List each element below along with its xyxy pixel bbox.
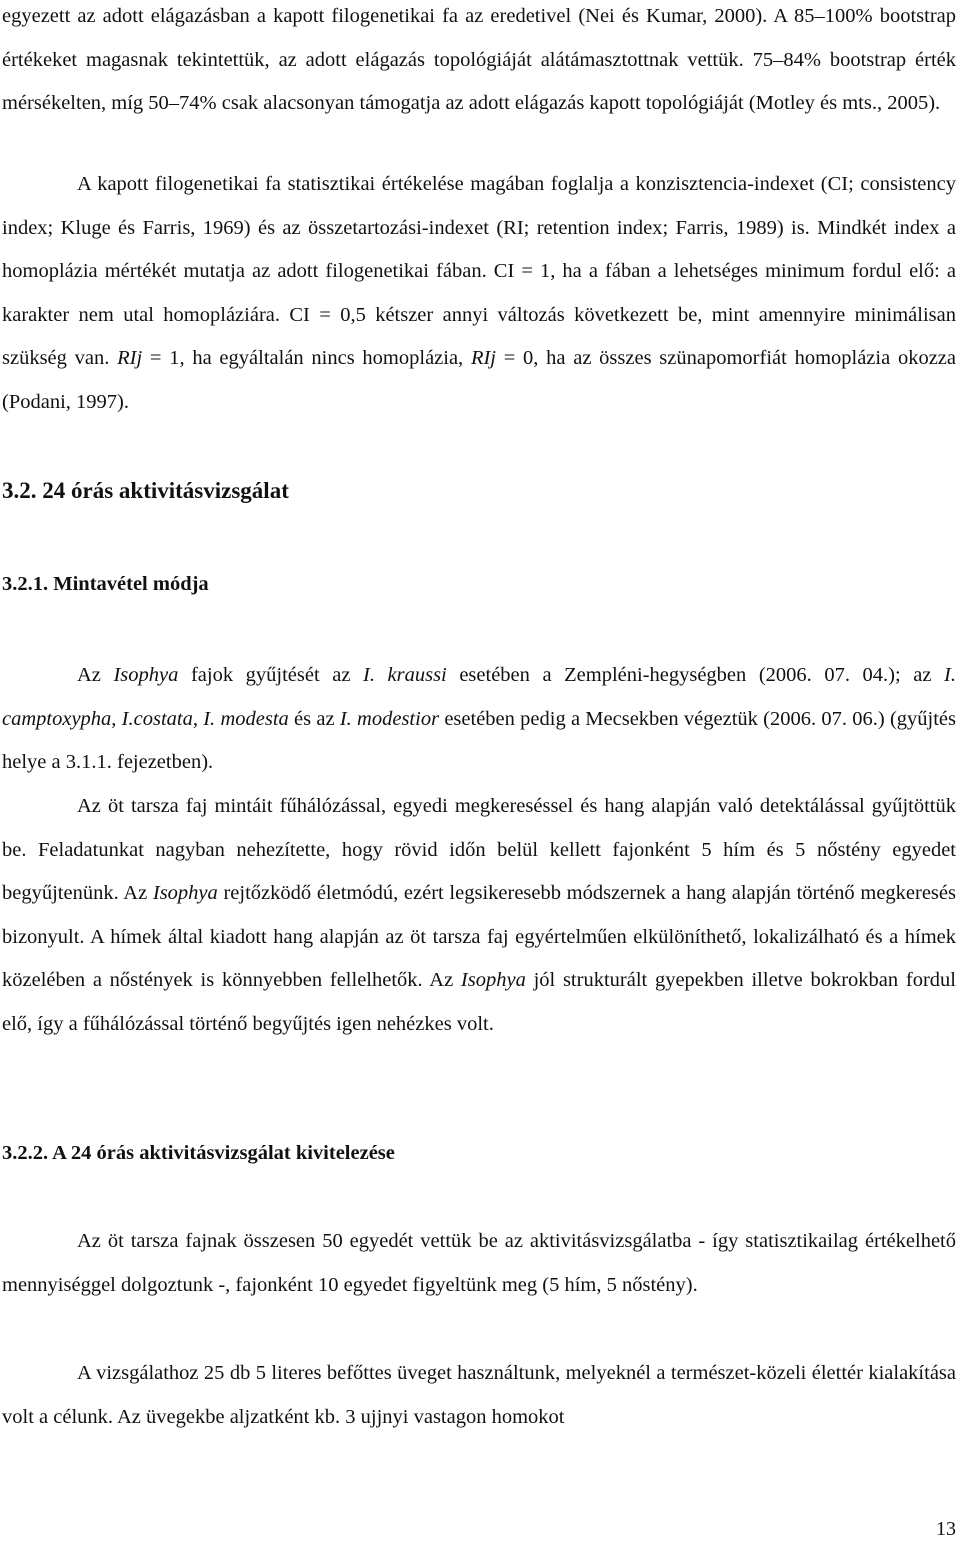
text-run: fajok gyűjtését az [178,664,363,686]
paragraph-bootstrap [2,0,956,126]
text-run: és az [288,707,340,730]
paragraph-methods [2,785,956,1047]
paragraph-consistency-index [2,163,956,425]
text-run: egyezett az adott elágazásban a kapott filogenetikai fa az eredetivel (Nei és Kumar, 2000). A 85–100% bootstrap értékeket magasnak tekintettük, az adott elágazás topológiáját alátámasztottnak vettük. 75–84% bootstrap érték mérsékelten, míg 50–74% csak alacsonyan támogatja az adott elágazás kapott topológiáját (Motley és mts., 2005). [2,5,956,115]
text-run: esetében a Zempléni-hegységben (2006. 07. 04.); az [446,664,945,686]
paragraph-jars [2,1352,956,1439]
text-run: A kapott filogenetikai fa statisztikai értékelése magában foglalja a konzisztencia-indexet (CI; consistency index; Kluge és Farris, 1969) és az összetartozási-indexet (RI; retention index; Farris, 1989) is. Mindkét index a homoplázia mértékét mutatja az adott filogenetikai fában. CI = 1, ha a fában a lehetséges minimum fordul elő: a karakter nem utal homopláziára. CI = 0,5 kétszer annyi változás következett be, mint amennyire minimálisan szükség van. [2,173,956,370]
italic-text-run: I. kraussi [363,664,447,686]
text-run: rejtőzködő életmódú, ezért legsikeresebb módszernek a hang alapján történő megkeresés bizonyult. A hímek által kiadott hang alapján az öt tarsza faj egyértelműen elkülöníthető, lokalizálható és a hímek közelében a nőstények is könnyebben fellelhetők. Az [2,882,956,992]
text-run: Az öt tarsza fajnak összesen 50 egyedét vettük be az aktivitásvizsgálatba - így statisztikailag értékelhető mennyiséggel dolgoztunk -, fajonként 10 egyedet figyeltünk meg (5 hím, 5 nőstény). [2,1230,956,1296]
italic-text-run: RIj [470,347,496,370]
text-run: esetében pedig a Mecsekben végeztük (2006. 07. 06.) (gyűjtés helye a 3.1.1. fejezetben). [2,707,957,774]
italic-text-run: Isophya [460,969,526,992]
text-run: = 0, ha az összes szünapomorfiát homoplázia okozza (Podani, 1997). [2,347,956,413]
text-run: jól strukturált gyepekben illetve bokrokban fordul elő, így a fűhálózással történő begyűjtés igen nehézkes volt. [2,969,956,1035]
text-run: Az [77,664,114,686]
italic-text-run: Isophya [113,664,179,686]
page-number: 13 [936,1518,956,1540]
text-run: Az öt tarsza faj mintáit fűhálózással, egyedi megkereséssel és hang alapján való detektálással gyűjtöttük be. Feladatunkat nagyban nehezítette, hogy rövid időn belül kellett fajonként 5 hím és 5 nőstény egyedet begyűjtenünk. Az [2,795,956,905]
paragraph-collection [2,654,956,785]
italic-text-run: Isophya [152,882,218,905]
italic-text-run: I. modestior [339,707,440,730]
subsection-heading-sampling: 3.2.1. Mintavétel módja [2,573,209,595]
text-run: A vizsgálathoz 25 db 5 literes befőttes üveget használtunk, melyeknél a természet-közeli élettér kialakítása volt a célunk. Az üvegekbe aljzatként kb. 3 ujjnyi vastagon homokot [2,1362,956,1428]
subsection-heading-execution: 3.2.2. A 24 órás aktivitásvizsgálat kivitelezése [2,1142,395,1164]
italic-text-run: I. camptoxypha, I.costata, I. modesta [2,664,956,730]
italic-text-run: RIj [117,347,143,370]
section-heading: 3.2. 24 órás aktivitásvizsgálat [2,478,289,503]
paragraph-sample-size [2,1220,956,1307]
text-run: = 1, ha egyáltalán nincs homoplázia, [142,347,471,370]
